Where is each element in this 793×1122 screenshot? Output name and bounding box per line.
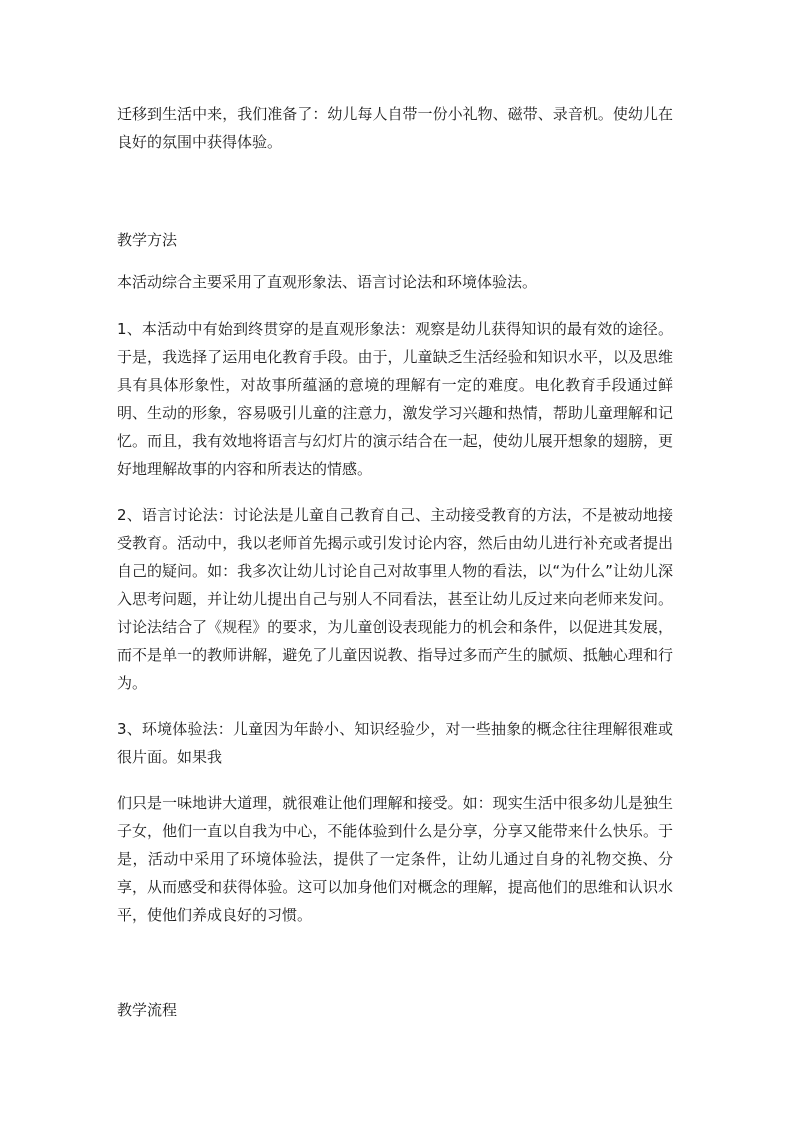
method-1-paragraph: 1、本活动中有始到终贯穿的是直观形象法：观察是幼儿获得知识的最有效的途径。于是，我选择了运用电化教育手段。由于，儿童缺乏生活经验和知识水平，以及思维具有具体形象性，对故事所蕴涵的意境的理解有一定的难度。电化教育手段通过鲜明、生动的形象，容易吸引儿童的注意力，激发学习兴趣和热情，帮助儿童理解和记忆。而且，我有效地将语言与幻灯片的演示结合在一起，使幼儿展开想象的翅膀，更好地理解故事的内容和所表达的情感。 (117, 320, 673, 478)
method-3-continued-paragraph: 们只是一味地讲大道理，就很难让他们理解和接受。如：现实生活中很多幼儿是独生子女，他们一直以自我为中心，不能体验到什么是分享，分享又能带来什么快乐。于是，活动中采用了环境体验法，提供了一定条件，让幼儿通过自身的礼物交换、分享，从而感受和获得体验。这可以加身他们对概念的理解，提高他们的思维和认识水平，使他们养成良好的习惯。 (117, 794, 673, 924)
method-2-paragraph: 2、语言讨论法：讨论法是儿童自己教育自己、主动接受教育的方法，不是被动地接受教育。活动中，我以老师首先揭示或引发讨论内容，然后由幼儿进行补充或者提出自己的疑问。如：我多次让幼儿讨论自己对故事里人物的看法，以“为什么”让幼儿深入思考问题，并让幼儿提出自己与别人不同看法，甚至让幼儿反过来向老师来发问。讨论法结合了《规程》的要求，为儿童创设表现能力的机会和条件，以促进其发展，而不是单一的教师讲解，避免了儿童因说教、指导过多而产生的腻烦、抵触心理和行为。 (117, 506, 673, 692)
method-summary-paragraph: 本活动综合主要采用了直观形象法、语言讨论法和环境体验法。 (117, 273, 538, 291)
method-3-paragraph: 3、环境体验法：儿童因为年龄小、知识经验少，对一些抽象的概念往往理解很难或很片面。如果我 (117, 720, 673, 766)
method-heading: 教学方法 (117, 231, 178, 249)
intro-paragraph: 迁移到生活中来，我们准备了：幼儿每人自带一份小礼物、磁带、录音机。使幼儿在良好的氛围中获得体验。 (117, 105, 673, 151)
flow-heading: 教学流程 (117, 1001, 178, 1019)
